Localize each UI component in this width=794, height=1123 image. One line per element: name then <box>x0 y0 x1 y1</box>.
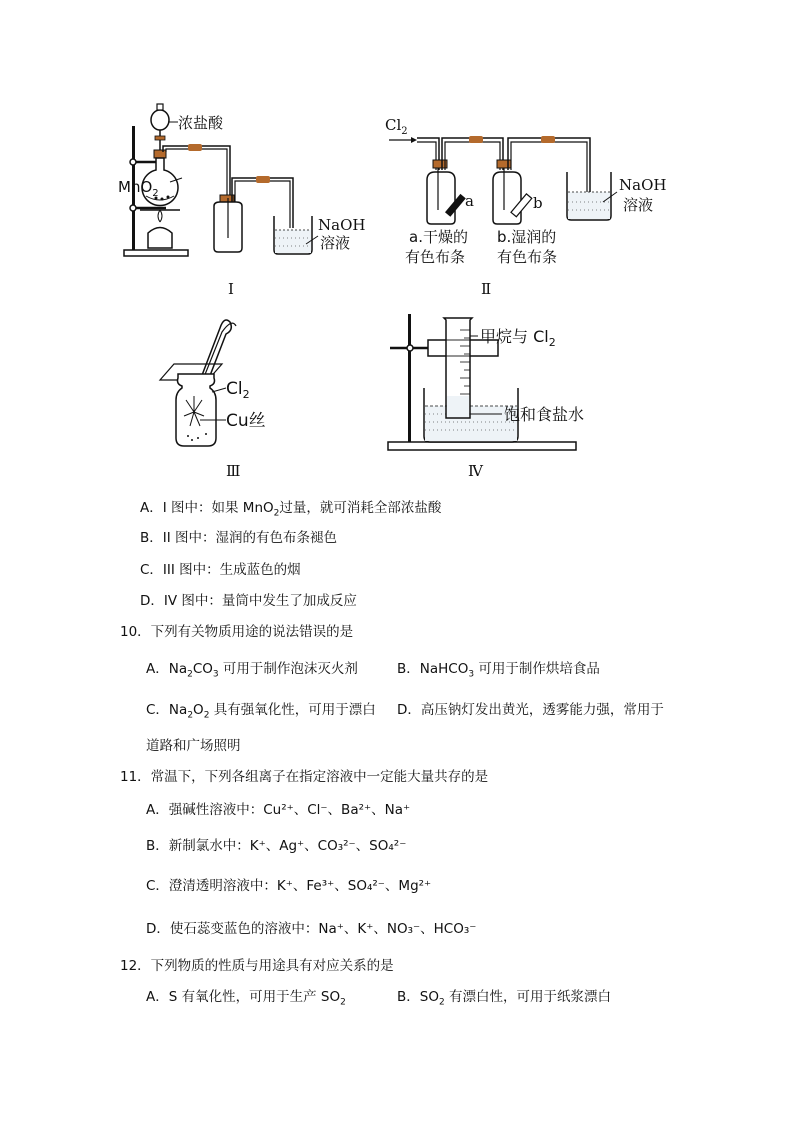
q10-option-d: D．高压钠灯发出黄光，透雾能力强，常用于 <box>397 702 664 718</box>
label-mno2: MnO$_2$ <box>118 178 159 199</box>
q10-option-c <box>146 700 376 726</box>
stand-rod-4 <box>408 314 411 442</box>
q12-b-post: 有漂白性，可用于纸浆漂白 <box>444 989 611 1005</box>
label-conc-hcl: 浓盐酸 <box>178 114 224 132</box>
q11-option-d: D．使石蕊变蓝色的溶液中：Na⁺、K⁺、NO₃⁻、HCO₃⁻ <box>146 921 477 937</box>
label-b-line1: b.湿润的 <box>497 228 557 246</box>
label-a-line1: a.干燥的 <box>409 228 468 246</box>
label-b-line2: 有色布条 <box>497 248 558 266</box>
label-cl2: $Cl_2$ <box>385 116 408 137</box>
q10-option-d-cont: 道路和广场照明 <box>146 738 241 754</box>
figure-3-number: Ⅲ <box>226 462 241 478</box>
figure-3-copper-in-chlorine <box>150 308 300 478</box>
q10-a-post: 可用于制作泡沫灭火剂 <box>218 661 358 677</box>
label-a: a <box>465 192 474 210</box>
q9-a-post: 过量，就可消耗全部浓盐酸 <box>279 500 442 516</box>
figure-4-methane-chlorine <box>384 308 644 480</box>
q10-b-pre: B．NaHCO <box>397 661 469 677</box>
q12-option-b <box>397 987 611 1013</box>
figure-1-chlorine-generator <box>118 98 378 298</box>
q11-stem: 11．常温下，下列各组离子在指定溶液中一定能大量共存的是 <box>120 769 489 785</box>
q10-c-post: 具有强氧化性，可用于漂白 <box>209 702 376 718</box>
q10-c-mid: O <box>193 702 204 718</box>
label-brine: 饱和食盐水 <box>504 405 585 424</box>
figure-2-number: Ⅱ <box>481 280 492 298</box>
q12-a-pre: A．S 有氧化性，可用于生产 SO <box>146 989 341 1005</box>
label-naoh-soln-2: 溶液 <box>623 196 654 214</box>
q10-a-s1: 2 <box>187 669 193 680</box>
q11-option-a: A．强碱性溶液中：Cu²⁺、Cl⁻、Ba²⁺、Na⁺ <box>146 802 411 818</box>
label-cl2-3: $Cl_2$ <box>226 379 250 401</box>
q10-c-s1: 2 <box>187 710 194 721</box>
figure-4-number: Ⅳ <box>468 462 483 480</box>
q10-a-pre: A．Na <box>146 661 188 677</box>
label-b: b <box>533 194 543 212</box>
figure-1-number: Ⅰ <box>228 280 234 298</box>
q10-c-s2: 2 <box>203 710 210 721</box>
q11-option-b: B．新制氯水中：K⁺、Ag⁺、CO₃²⁻、SO₄²⁻ <box>146 838 407 854</box>
q12-option-a <box>146 987 346 1013</box>
q9-option-c: C．III 图中：生成蓝色的烟 <box>140 562 301 578</box>
q12-a-s: 2 <box>340 997 346 1008</box>
stand-base-4 <box>388 442 576 450</box>
gas-jar <box>176 374 216 446</box>
label-a-line2: 有色布条 <box>405 248 466 266</box>
q9-option-d: D．IV 图中：量筒中发生了加成反应 <box>140 593 357 609</box>
figure-2-bleaching-test <box>385 110 685 300</box>
label-ch4-cl2: 甲烷与 $Cl_2$ <box>480 327 556 349</box>
q12-b-s: 2 <box>438 997 445 1008</box>
stand-base <box>124 250 188 256</box>
q11-option-c: C．澄清透明溶液中：K⁺、Fe³⁺、SO₄²⁻、Mg²⁺ <box>146 878 432 894</box>
q10-a-mid: CO <box>192 661 213 677</box>
label-naoh-2: NaOH <box>619 176 667 194</box>
alcohol-lamp <box>148 228 172 249</box>
q10-option-b <box>397 659 600 685</box>
q12-b-pre: B．SO <box>397 989 439 1005</box>
q12-stem: 12．下列物质的性质与用途具有对应关系的是 <box>120 958 394 974</box>
q10-option-a <box>146 659 358 685</box>
q10-stem: 10．下列有关物质用途的说法错误的是 <box>120 624 354 640</box>
q9-option-a <box>140 498 441 524</box>
q10-c-pre: C．Na <box>146 702 188 718</box>
label-cu-wire: Cu丝 <box>226 411 266 431</box>
q10-a-s2: 3 <box>212 669 219 680</box>
q10-b-s: 3 <box>468 669 475 680</box>
q9-a-sub: 2 <box>273 508 280 519</box>
label-naoh-soln: 溶液 <box>320 234 351 252</box>
label-naoh: NaOH <box>318 216 366 234</box>
separatory-funnel <box>151 110 169 130</box>
q9-option-b: B．II 图中：湿润的有色布条褪色 <box>140 530 338 546</box>
q9-a-pre: A．I 图中：如果 MnO <box>140 500 274 516</box>
q10-b-post: 可用于制作烘培食品 <box>474 661 600 677</box>
